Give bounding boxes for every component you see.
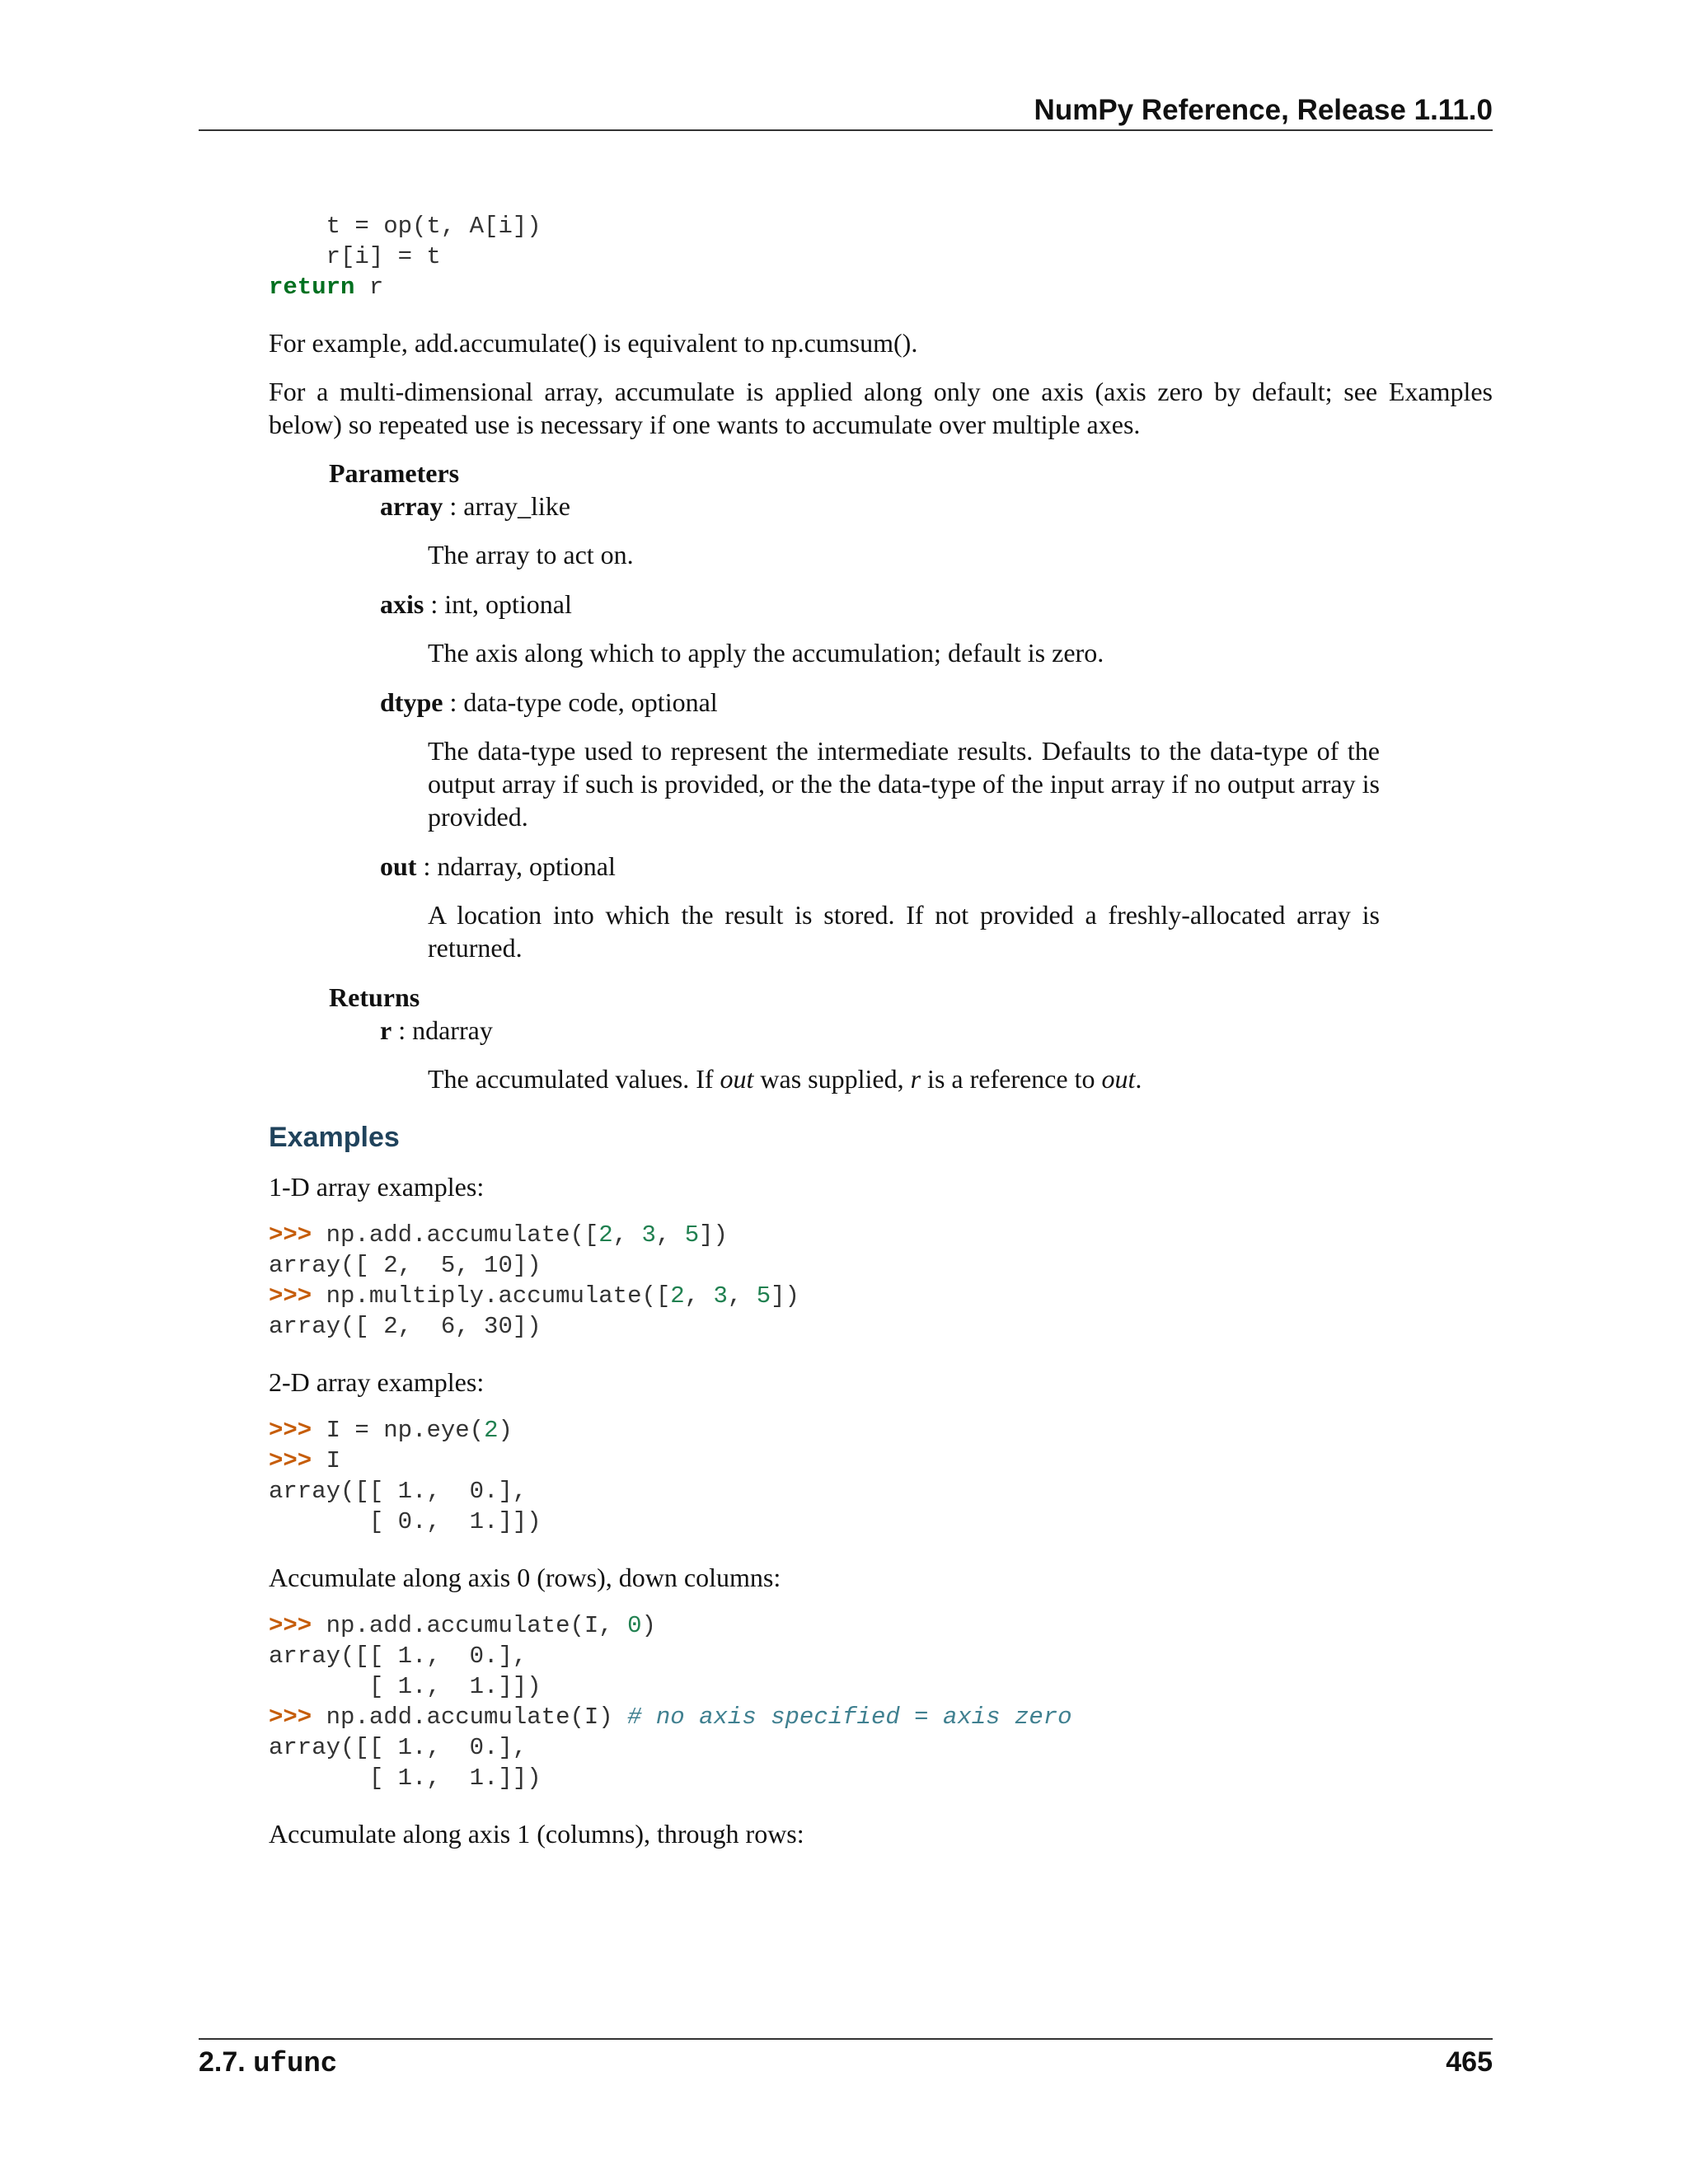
code-prompt: >>> [269, 1447, 312, 1474]
code-number: 3 [713, 1282, 728, 1310]
param-desc: The data-type used to represent the intermediate results. Defaults to the data-type of the output array if such is provided, or the the data-type of the input array if no output array is provided. [428, 736, 1380, 832]
code-number: 2 [598, 1221, 613, 1249]
examples-2d-paragraph: 2-D array examples: [269, 1367, 485, 1397]
code-output: array([ 2, 6, 30]) [269, 1313, 542, 1340]
code-text: , [612, 1221, 642, 1249]
code-text: I [312, 1447, 341, 1474]
code-text: np.add.accumulate(I, [312, 1612, 628, 1639]
param-array [380, 490, 1493, 523]
code-text: ]) [771, 1282, 799, 1310]
intro-paragraph-2: For a multi-dimensional array, accumulate is applied along only one axis (axis zero by default; see Examples below) so repeated use is necessary if one wants to accumulate over multiple axes. [269, 377, 1493, 439]
param-name: out [380, 851, 417, 881]
return-type: : ndarray [392, 1015, 493, 1045]
code-text: np.add.accumulate([ [312, 1221, 599, 1249]
return-name: r [380, 1015, 392, 1045]
examples-1d-paragraph: 1-D array examples: [269, 1172, 485, 1202]
code-number: 3 [641, 1221, 656, 1249]
code-comment: # no axis specified = axis zero [627, 1704, 1072, 1731]
code-number: 0 [627, 1612, 642, 1639]
return-desc [428, 1062, 1380, 1095]
code-output: array([[ 1., 0.], [269, 1643, 528, 1670]
return-desc-text: The accumulated values. If [428, 1064, 720, 1094]
returns-label: Returns [329, 982, 420, 1012]
return-desc-em: out [1101, 1064, 1136, 1094]
code-text: ) [498, 1417, 513, 1444]
code-block-1d [269, 1220, 1493, 1342]
param-dtype [380, 686, 1493, 719]
code-number: 5 [756, 1282, 771, 1310]
intro-paragraph-1: For example, add.accumulate() is equivalent to np.cumsum(). [269, 328, 918, 358]
examples-axis1-paragraph: Accumulate along axis 1 (columns), through rows: [269, 1819, 804, 1849]
code-output: array([[ 1., 0.], [269, 1734, 528, 1761]
footer-section [199, 2046, 337, 2080]
code-number: 2 [484, 1417, 499, 1444]
code-output: array([ 2, 5, 10]) [269, 1252, 542, 1279]
code-block-axis0 [269, 1610, 1493, 1793]
code-block-2d [269, 1415, 1493, 1537]
footer-rule [199, 2038, 1493, 2040]
code-prompt: >>> [269, 1282, 312, 1310]
footer-section-name: ufunc [253, 2049, 338, 2080]
param-type: : ndarray, optional [416, 851, 616, 881]
code-text: , [684, 1282, 714, 1310]
examples-heading: Examples [269, 1122, 400, 1153]
code-text: np.multiply.accumulate([ [312, 1282, 671, 1310]
param-name: dtype [380, 687, 443, 717]
param-axis [380, 588, 1493, 621]
parameters-label: Parameters [329, 458, 460, 488]
code-line: t = op(t, A[i]) [269, 213, 542, 240]
return-desc-text: . [1135, 1064, 1142, 1094]
code-text: , [727, 1282, 757, 1310]
code-prompt: >>> [269, 1417, 312, 1444]
param-desc: A location into which the result is stored. If not provided a freshly-allocated array is returned. [428, 900, 1380, 963]
return-desc-text: is a reference to [921, 1064, 1102, 1094]
code-text: ]) [699, 1221, 728, 1249]
param-desc: The axis along which to apply the accumulation; default is zero. [428, 638, 1104, 668]
footer-section-number: 2.7. [199, 2046, 246, 2078]
return-desc-text: was supplied, [753, 1064, 911, 1094]
code-line: r[i] = t [269, 243, 441, 270]
return-r [380, 1014, 1493, 1047]
param-out [380, 850, 1493, 883]
page-header-title: NumPy Reference, Release 1.11.0 [1034, 94, 1493, 126]
code-output: [ 1., 1.]]) [269, 1673, 542, 1700]
examples-axis0-paragraph: Accumulate along axis 0 (rows), down columns: [269, 1563, 781, 1592]
code-text: ) [641, 1612, 656, 1639]
return-desc-em: out [720, 1064, 754, 1094]
code-text: r [354, 274, 384, 301]
code-output: [ 1., 1.]]) [269, 1765, 542, 1792]
code-block-pseudocode [269, 211, 1493, 302]
code-prompt: >>> [269, 1612, 312, 1639]
code-number: 2 [670, 1282, 685, 1310]
code-output: [ 0., 1.]]) [269, 1508, 542, 1535]
page-number: 465 [1446, 2046, 1493, 2078]
code-prompt: >>> [269, 1704, 312, 1731]
header-rule [199, 129, 1493, 131]
return-desc-em: r [910, 1064, 921, 1094]
code-text: I = np.eye( [312, 1417, 485, 1444]
param-type: : array_like [443, 491, 570, 521]
param-type: : int, optional [424, 589, 572, 619]
code-output: array([[ 1., 0.], [269, 1478, 528, 1505]
code-keyword: return [269, 274, 355, 301]
code-text: np.add.accumulate(I) [312, 1704, 628, 1731]
param-desc: The array to act on. [428, 540, 634, 569]
param-name: array [380, 491, 443, 521]
parameters-section [329, 457, 1493, 1095]
param-type: : data-type code, optional [443, 687, 718, 717]
code-prompt: >>> [269, 1221, 312, 1249]
param-name: axis [380, 589, 424, 619]
code-number: 5 [684, 1221, 700, 1249]
page-content [269, 211, 1493, 1850]
code-text: , [655, 1221, 685, 1249]
